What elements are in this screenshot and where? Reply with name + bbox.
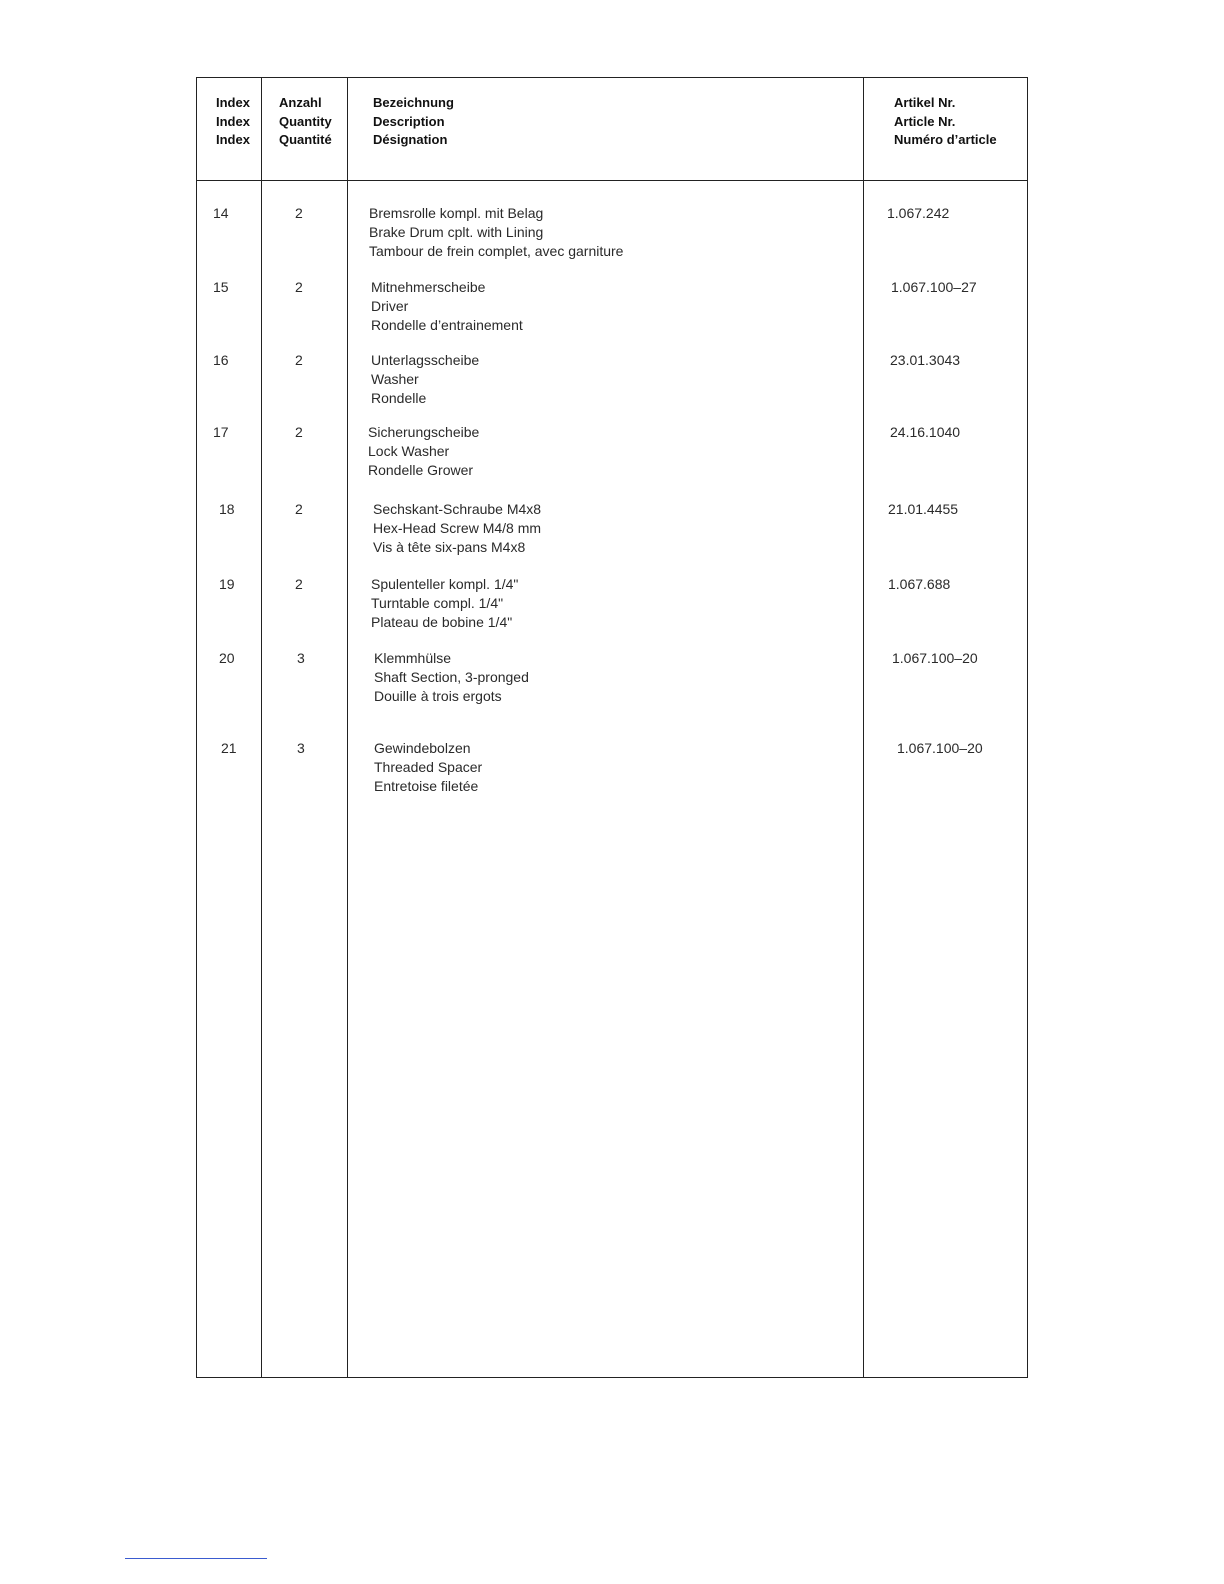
row-description <box>369 204 623 261</box>
row-description-fr: Rondelle d’entrainement <box>371 317 523 333</box>
row-description <box>374 649 529 706</box>
row-description-en: Hex-Head Screw M4/8 mm <box>373 520 542 536</box>
row-description-fr: Entretoise filetée <box>374 778 479 794</box>
header-divider <box>197 180 1027 181</box>
header-quantity-fr: Quantité <box>279 132 332 147</box>
row-description-fr: Tambour de frein complet, avec garniture <box>369 243 624 259</box>
row-index: 15 <box>213 279 229 295</box>
row-article-number: 21.01.4455 <box>888 501 959 517</box>
row-description-fr: Rondelle Grower <box>368 462 474 478</box>
row-description-de: Klemmhülse <box>374 650 452 666</box>
row-description-de: Sicherungscheibe <box>368 424 480 440</box>
column-divider-index <box>261 78 262 1377</box>
row-description-de: Unterlagsscheibe <box>371 352 480 368</box>
row-index: 20 <box>219 650 235 666</box>
row-index: 19 <box>219 576 235 592</box>
row-article-number: 1.067.100–20 <box>892 650 978 666</box>
row-description <box>371 278 523 335</box>
column-divider-description <box>863 78 864 1377</box>
row-description-fr: Rondelle <box>371 390 427 406</box>
row-quantity: 2 <box>295 576 303 592</box>
row-index: 21 <box>221 740 237 756</box>
row-article-number: 1.067.242 <box>887 205 950 221</box>
row-description-fr: Douille à trois ergots <box>374 688 502 704</box>
header-index <box>216 94 250 150</box>
row-description-fr: Plateau de bobine 1/4" <box>371 614 513 630</box>
column-divider-quantity <box>347 78 348 1377</box>
row-article-number: 23.01.3043 <box>890 352 961 368</box>
row-description-en: Turntable compl. 1/4" <box>371 595 504 611</box>
row-description-en: Washer <box>371 371 419 387</box>
header-article-de: Artikel Nr. <box>894 95 956 110</box>
header-index-de: Index <box>216 95 250 110</box>
row-article-number: 24.16.1040 <box>890 424 961 440</box>
header-description-fr: Désignation <box>373 132 448 147</box>
row-description <box>368 423 479 480</box>
row-description-de: Spulenteller kompl. 1/4" <box>371 576 519 592</box>
row-description <box>371 351 479 408</box>
row-quantity: 3 <box>297 740 305 756</box>
row-description-de: Gewindebolzen <box>374 740 471 756</box>
header-quantity-en: Quantity <box>279 113 332 129</box>
row-article-number: 1.067.688 <box>888 576 951 592</box>
row-index: 14 <box>213 205 229 221</box>
row-description-en: Threaded Spacer <box>374 759 483 775</box>
row-article-number: 1.067.100–27 <box>891 279 977 295</box>
row-quantity: 2 <box>295 205 303 221</box>
row-article-number: 1.067.100–20 <box>897 740 983 756</box>
parts-table <box>196 77 1028 1378</box>
row-index: 17 <box>213 424 229 440</box>
row-index: 18 <box>219 501 235 517</box>
row-description-en: Lock Washer <box>368 443 450 459</box>
row-description-de: Bremsrolle kompl. mit Belag <box>369 205 544 221</box>
row-quantity: 3 <box>297 650 305 666</box>
header-quantity-de: Anzahl <box>279 95 322 110</box>
header-article <box>894 94 997 150</box>
row-description-en: Brake Drum cplt. with Lining <box>369 224 544 240</box>
header-article-en: Article Nr. <box>894 113 956 129</box>
row-description <box>371 575 518 632</box>
row-description-en: Driver <box>371 298 409 314</box>
row-description-de: Mitnehmerscheibe <box>371 279 486 295</box>
row-description-en: Shaft Section, 3-pronged <box>374 669 529 685</box>
row-index: 16 <box>213 352 229 368</box>
row-description <box>373 500 541 557</box>
header-article-fr: Numéro d’article <box>894 132 997 147</box>
header-description-en: Description <box>373 113 445 129</box>
header-description-de: Bezeichnung <box>373 95 454 110</box>
row-quantity: 2 <box>295 352 303 368</box>
row-description-fr: Vis à tête six-pans M4x8 <box>373 539 526 555</box>
footer-rule <box>125 1558 267 1559</box>
row-description <box>374 739 482 796</box>
row-quantity: 2 <box>295 501 303 517</box>
row-quantity: 2 <box>295 424 303 440</box>
row-description-de: Sechskant-Schraube M4x8 <box>373 501 542 517</box>
header-index-fr: Index <box>216 132 250 147</box>
header-quantity <box>279 94 332 150</box>
row-quantity: 2 <box>295 279 303 295</box>
header-description <box>373 94 454 150</box>
header-index-en: Index <box>216 113 250 129</box>
